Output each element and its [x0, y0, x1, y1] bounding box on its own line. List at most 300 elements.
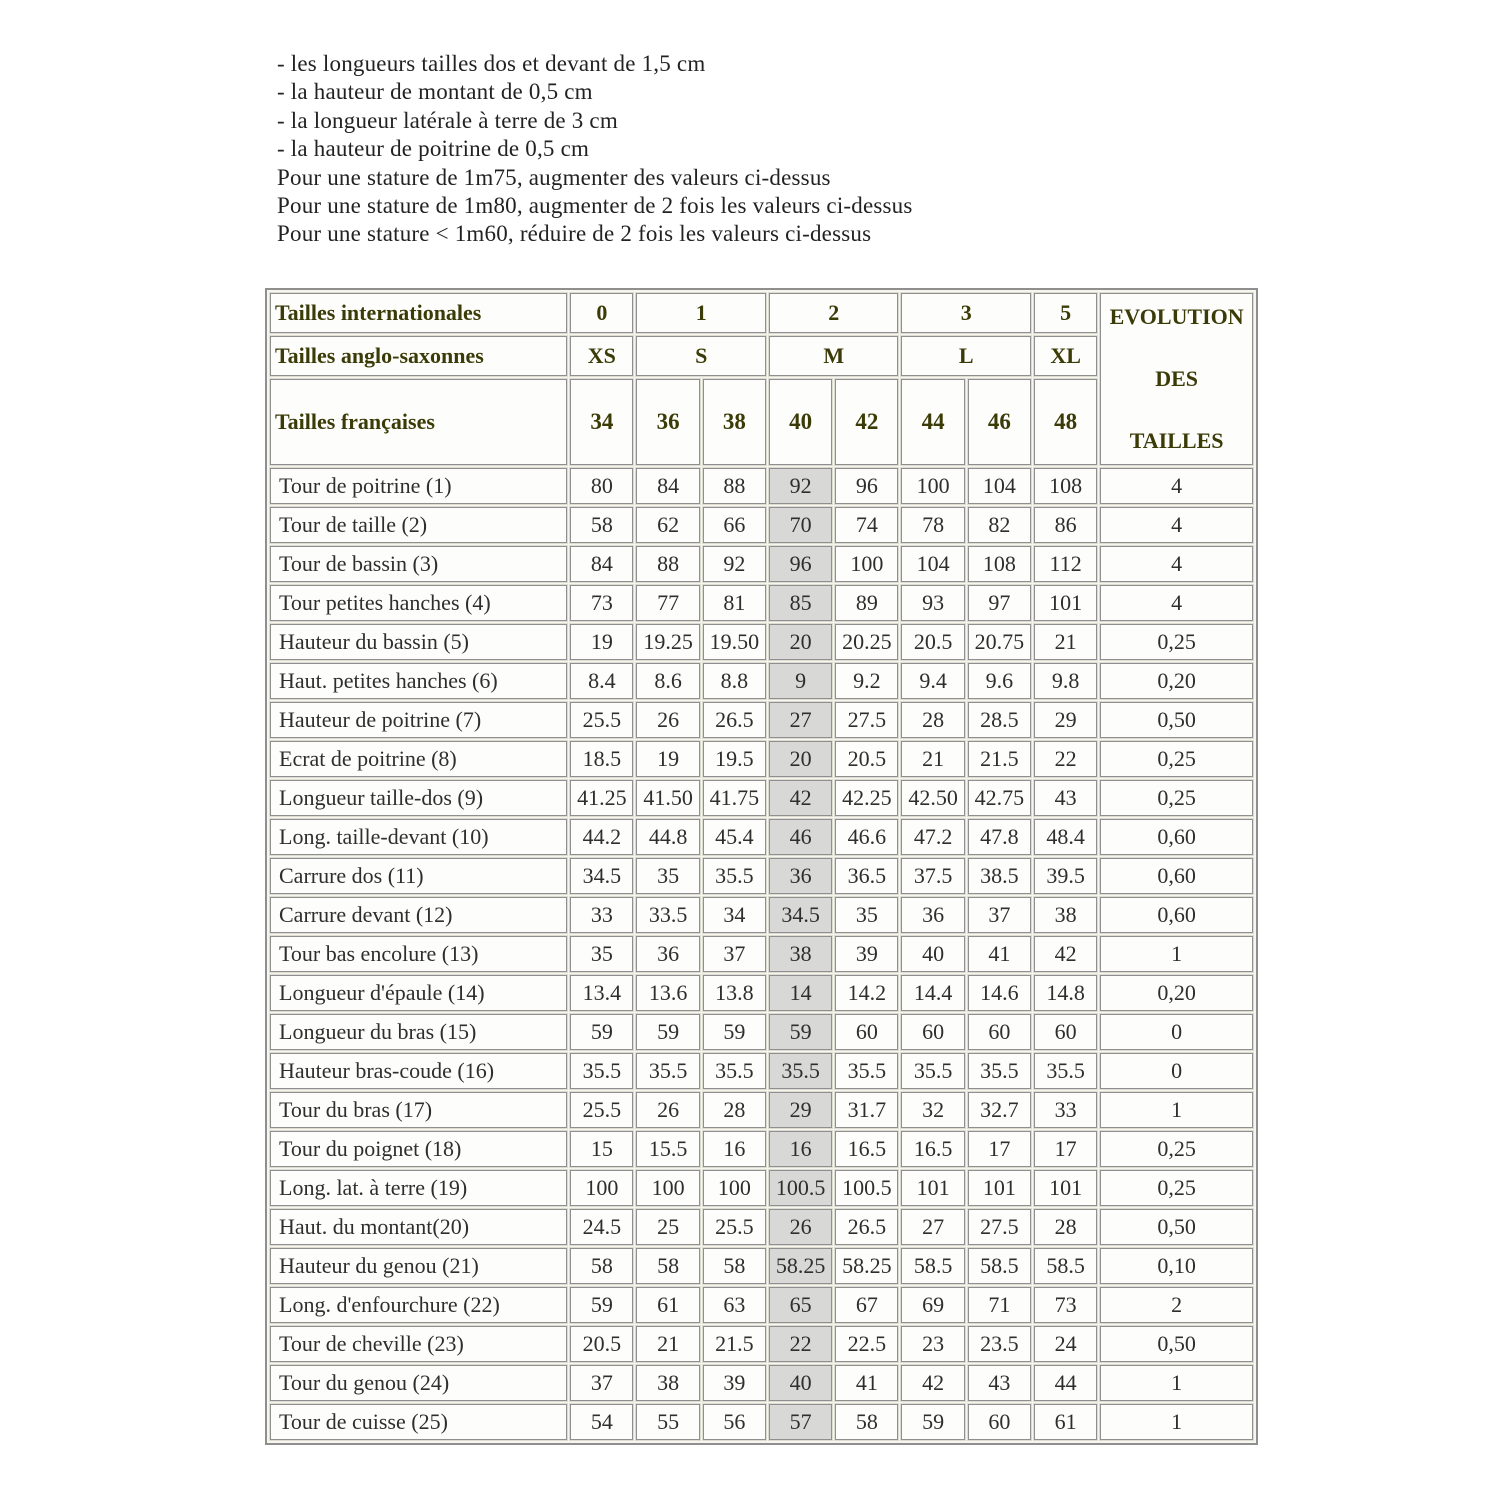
- intro-line: - la hauteur de montant de 0,5 cm: [277, 79, 593, 105]
- header-label-french: Tailles françaises: [270, 379, 567, 465]
- evolution-value-cell: 4: [1100, 507, 1253, 543]
- size-value-cell: 56: [703, 1404, 766, 1440]
- size-value-cell: 40: [769, 1365, 832, 1401]
- size-value-cell: 58.5: [1034, 1248, 1097, 1284]
- size-value-cell: 9: [769, 663, 832, 699]
- size-value-cell: 9.4: [901, 663, 964, 699]
- size-value-cell: 35.5: [968, 1053, 1031, 1089]
- size-value-cell: 58: [570, 1248, 633, 1284]
- size-value-cell: 19.25: [636, 624, 699, 660]
- size-value-cell: 21: [901, 741, 964, 777]
- size-value-cell: 21.5: [968, 741, 1031, 777]
- measurement-row: [270, 507, 1253, 543]
- french-size-cell: 36: [636, 379, 699, 465]
- row-label: Hauteur du bassin (5): [270, 624, 567, 660]
- measurement-row: [270, 585, 1253, 621]
- evolution-value-cell: 0,20: [1100, 975, 1253, 1011]
- size-value-cell: 59: [570, 1014, 633, 1050]
- size-value-cell: 92: [769, 468, 832, 504]
- row-label: Longueur d'épaule (14): [270, 975, 567, 1011]
- size-value-cell: 27.5: [835, 702, 898, 738]
- measurement-row: [270, 1209, 1253, 1245]
- size-value-cell: 112: [1034, 546, 1097, 582]
- evolution-value-cell: 1: [1100, 936, 1253, 972]
- size-value-cell: 15: [570, 1131, 633, 1167]
- size-value-cell: 58: [636, 1248, 699, 1284]
- size-value-cell: 59: [570, 1287, 633, 1323]
- size-value-cell: 35.5: [835, 1053, 898, 1089]
- size-value-cell: 21: [636, 1326, 699, 1362]
- evolution-value-cell: 0,25: [1100, 624, 1253, 660]
- measurement-row: [270, 1092, 1253, 1128]
- evolution-value-cell: 0,60: [1100, 897, 1253, 933]
- size-value-cell: 100.5: [835, 1170, 898, 1206]
- size-value-cell: 44.8: [636, 819, 699, 855]
- size-value-cell: 101: [968, 1170, 1031, 1206]
- size-value-cell: 73: [1034, 1287, 1097, 1323]
- size-value-cell: 28: [703, 1092, 766, 1128]
- size-value-cell: 9.8: [1034, 663, 1097, 699]
- size-value-cell: 108: [968, 546, 1031, 582]
- measurement-row: [270, 1287, 1253, 1323]
- size-value-cell: 36: [769, 858, 832, 894]
- measurement-row: [270, 546, 1253, 582]
- measurement-row: [270, 1170, 1253, 1206]
- measurement-row: [270, 1131, 1253, 1167]
- size-value-cell: 58.5: [901, 1248, 964, 1284]
- size-value-cell: 47.2: [901, 819, 964, 855]
- size-value-cell: 26: [636, 1092, 699, 1128]
- size-value-cell: 35.5: [636, 1053, 699, 1089]
- size-value-cell: 19.50: [703, 624, 766, 660]
- size-value-cell: 60: [968, 1014, 1031, 1050]
- anglo-size-cell: XS: [570, 336, 633, 376]
- size-value-cell: 27.5: [968, 1209, 1031, 1245]
- size-value-cell: 8.4: [570, 663, 633, 699]
- size-value-cell: 9.6: [968, 663, 1031, 699]
- size-value-cell: 37: [968, 897, 1031, 933]
- size-value-cell: 14.6: [968, 975, 1031, 1011]
- size-value-cell: 21: [1034, 624, 1097, 660]
- size-value-cell: 67: [835, 1287, 898, 1323]
- size-value-cell: 36: [636, 936, 699, 972]
- size-value-cell: 62: [636, 507, 699, 543]
- size-value-cell: 34.5: [570, 858, 633, 894]
- anglo-size-cell: M: [769, 336, 899, 376]
- intro-line: - les longueurs tailles dos et devant de 1,5 cm: [277, 51, 706, 76]
- row-label: Long. lat. à terre (19): [270, 1170, 567, 1206]
- size-value-cell: 32.7: [968, 1092, 1031, 1128]
- evolution-value-cell: 1: [1100, 1365, 1253, 1401]
- size-value-cell: 84: [636, 468, 699, 504]
- size-value-cell: 59: [703, 1014, 766, 1050]
- row-label: Tour bas encolure (13): [270, 936, 567, 972]
- intro-text: [277, 50, 913, 249]
- size-value-cell: 66: [703, 507, 766, 543]
- size-value-cell: 74: [835, 507, 898, 543]
- size-value-cell: 43: [968, 1365, 1031, 1401]
- size-value-cell: 14: [769, 975, 832, 1011]
- header-label-anglo: Tailles anglo-saxonnes: [270, 336, 567, 376]
- size-value-cell: 42: [1034, 936, 1097, 972]
- size-value-cell: 58.25: [835, 1248, 898, 1284]
- size-value-cell: 89: [835, 585, 898, 621]
- size-value-cell: 42.75: [968, 780, 1031, 816]
- measurement-row: [270, 858, 1253, 894]
- size-value-cell: 26.5: [835, 1209, 898, 1245]
- size-value-cell: 42.50: [901, 780, 964, 816]
- size-value-cell: 55: [636, 1404, 699, 1440]
- size-value-cell: 27: [901, 1209, 964, 1245]
- size-value-cell: 32: [901, 1092, 964, 1128]
- size-value-cell: 38: [1034, 897, 1097, 933]
- evolution-header-line: TAILLES: [1129, 428, 1224, 453]
- size-value-cell: 17: [968, 1131, 1031, 1167]
- size-value-cell: 8.8: [703, 663, 766, 699]
- size-value-cell: 77: [636, 585, 699, 621]
- anglo-size-cell: S: [636, 336, 766, 376]
- measurement-row: [270, 936, 1253, 972]
- size-value-cell: 81: [703, 585, 766, 621]
- row-label: Hauteur du genou (21): [270, 1248, 567, 1284]
- size-value-cell: 38: [636, 1365, 699, 1401]
- evolution-value-cell: 2: [1100, 1287, 1253, 1323]
- size-value-cell: 48.4: [1034, 819, 1097, 855]
- french-size-cell: 48: [1034, 379, 1097, 465]
- size-value-cell: 37: [570, 1365, 633, 1401]
- size-value-cell: 65: [769, 1287, 832, 1323]
- evolution-header-line: EVOLUTION: [1109, 304, 1244, 329]
- evolution-value-cell: 0: [1100, 1014, 1253, 1050]
- measurement-row: [270, 819, 1253, 855]
- row-label: Tour du bras (17): [270, 1092, 567, 1128]
- anglo-size-cell: XL: [1034, 336, 1097, 376]
- size-value-cell: 42: [901, 1365, 964, 1401]
- row-label: Tour de cheville (23): [270, 1326, 567, 1362]
- size-value-cell: 61: [1034, 1404, 1097, 1440]
- french-size-cell: 40: [769, 379, 832, 465]
- size-value-cell: 60: [968, 1404, 1031, 1440]
- size-value-cell: 25: [636, 1209, 699, 1245]
- size-value-cell: 88: [636, 546, 699, 582]
- size-value-cell: 46.6: [835, 819, 898, 855]
- size-value-cell: 16: [703, 1131, 766, 1167]
- size-value-cell: 33: [1034, 1092, 1097, 1128]
- evolution-value-cell: 0,25: [1100, 741, 1253, 777]
- row-label: Haut. petites hanches (6): [270, 663, 567, 699]
- size-value-cell: 25.5: [570, 702, 633, 738]
- size-value-cell: 35.5: [570, 1053, 633, 1089]
- size-value-cell: 41.75: [703, 780, 766, 816]
- size-value-cell: 69: [901, 1287, 964, 1323]
- french-size-cell: 46: [968, 379, 1031, 465]
- row-label: Tour de cuisse (25): [270, 1404, 567, 1440]
- measurement-row: [270, 1365, 1253, 1401]
- size-value-cell: 42: [769, 780, 832, 816]
- measurement-row: [270, 741, 1253, 777]
- measurement-row: [270, 702, 1253, 738]
- intro-line: - la longueur latérale à terre de 3 cm: [277, 107, 618, 133]
- row-label: Haut. du montant(20): [270, 1209, 567, 1245]
- size-value-cell: 101: [1034, 1170, 1097, 1206]
- row-label: Hauteur bras-coude (16): [270, 1053, 567, 1089]
- measurement-rows: [270, 468, 1253, 1440]
- row-label: Carrure devant (12): [270, 897, 567, 933]
- size-value-cell: 20: [769, 741, 832, 777]
- size-value-cell: 58: [835, 1404, 898, 1440]
- size-value-cell: 34.5: [769, 897, 832, 933]
- measurement-row: [270, 1053, 1253, 1089]
- size-value-cell: 21.5: [703, 1326, 766, 1362]
- row-label: Tour du poignet (18): [270, 1131, 567, 1167]
- size-value-cell: 84: [570, 546, 633, 582]
- size-value-cell: 63: [703, 1287, 766, 1323]
- size-value-cell: 82: [968, 507, 1031, 543]
- size-value-cell: 20: [769, 624, 832, 660]
- french-size-cell: 34: [570, 379, 633, 465]
- size-value-cell: 23: [901, 1326, 964, 1362]
- size-value-cell: 26.5: [703, 702, 766, 738]
- measurement-row: [270, 1014, 1253, 1050]
- evolution-value-cell: 0,50: [1100, 1326, 1253, 1362]
- size-value-cell: 60: [835, 1014, 898, 1050]
- size-value-cell: 47.8: [968, 819, 1031, 855]
- size-value-cell: 13.4: [570, 975, 633, 1011]
- size-value-cell: 14.2: [835, 975, 898, 1011]
- size-value-cell: 18.5: [570, 741, 633, 777]
- size-value-cell: 35.5: [901, 1053, 964, 1089]
- evolution-header: [1100, 293, 1253, 465]
- size-value-cell: 17: [1034, 1131, 1097, 1167]
- size-value-cell: 22: [769, 1326, 832, 1362]
- size-value-cell: 73: [570, 585, 633, 621]
- intl-size-cell: 1: [636, 293, 766, 333]
- size-value-cell: 93: [901, 585, 964, 621]
- intl-size-cell: 0: [570, 293, 633, 333]
- size-value-cell: 58: [570, 507, 633, 543]
- size-value-cell: 97: [968, 585, 1031, 621]
- measurement-row: [270, 780, 1253, 816]
- evolution-value-cell: 1: [1100, 1404, 1253, 1440]
- evolution-value-cell: 0,25: [1100, 1131, 1253, 1167]
- measurement-row: [270, 663, 1253, 699]
- size-value-cell: 29: [1034, 702, 1097, 738]
- evolution-value-cell: 0: [1100, 1053, 1253, 1089]
- row-label: Tour de taille (2): [270, 507, 567, 543]
- size-value-cell: 22.5: [835, 1326, 898, 1362]
- header-row-international: [270, 293, 1253, 333]
- size-value-cell: 24.5: [570, 1209, 633, 1245]
- size-value-cell: 16.5: [901, 1131, 964, 1167]
- size-value-cell: 39: [703, 1365, 766, 1401]
- size-value-cell: 24: [1034, 1326, 1097, 1362]
- size-value-cell: 80: [570, 468, 633, 504]
- measurement-row: [270, 897, 1253, 933]
- row-label: Tour de poitrine (1): [270, 468, 567, 504]
- evolution-value-cell: 4: [1100, 546, 1253, 582]
- french-size-cell: 42: [835, 379, 898, 465]
- size-value-cell: 59: [636, 1014, 699, 1050]
- size-value-cell: 20.25: [835, 624, 898, 660]
- size-value-cell: 86: [1034, 507, 1097, 543]
- size-value-cell: 19: [636, 741, 699, 777]
- row-label: Carrure dos (11): [270, 858, 567, 894]
- intro-line: Pour une stature de 1m80, augmenter de 2 fois les valeurs ci-dessus: [277, 193, 913, 219]
- intl-size-cell: 2: [769, 293, 899, 333]
- evolution-value-cell: 0,20: [1100, 663, 1253, 699]
- size-value-cell: 41: [968, 936, 1031, 972]
- size-value-cell: 60: [1034, 1014, 1097, 1050]
- intro-line: Pour une stature < 1m60, réduire de 2 fois les valeurs ci-dessus: [277, 221, 872, 247]
- evolution-value-cell: 1: [1100, 1092, 1253, 1128]
- size-value-cell: 54: [570, 1404, 633, 1440]
- size-value-cell: 70: [769, 507, 832, 543]
- row-label: Long. d'enfourchure (22): [270, 1287, 567, 1323]
- size-value-cell: 20.75: [968, 624, 1031, 660]
- anglo-size-cell: L: [901, 336, 1031, 376]
- size-value-cell: 60: [901, 1014, 964, 1050]
- evolution-value-cell: 4: [1100, 468, 1253, 504]
- size-value-cell: 13.8: [703, 975, 766, 1011]
- size-value-cell: 100: [835, 546, 898, 582]
- evolution-header-line: DES: [1155, 366, 1199, 391]
- size-value-cell: 19: [570, 624, 633, 660]
- size-value-cell: 38.5: [968, 858, 1031, 894]
- row-label: Ecrat de poitrine (8): [270, 741, 567, 777]
- size-value-cell: 92: [703, 546, 766, 582]
- size-value-cell: 100: [636, 1170, 699, 1206]
- evolution-value-cell: 0,10: [1100, 1248, 1253, 1284]
- size-value-cell: 59: [769, 1014, 832, 1050]
- row-label: Tour de bassin (3): [270, 546, 567, 582]
- size-value-cell: 20.5: [901, 624, 964, 660]
- size-value-cell: 100: [901, 468, 964, 504]
- size-value-cell: 34: [703, 897, 766, 933]
- size-value-cell: 43: [1034, 780, 1097, 816]
- size-value-cell: 36: [901, 897, 964, 933]
- size-value-cell: 25.5: [570, 1092, 633, 1128]
- size-value-cell: 108: [1034, 468, 1097, 504]
- size-value-cell: 16.5: [835, 1131, 898, 1167]
- intl-size-cell: 5: [1034, 293, 1097, 333]
- size-value-cell: 71: [968, 1287, 1031, 1323]
- size-value-cell: 39.5: [1034, 858, 1097, 894]
- size-value-cell: 28: [901, 702, 964, 738]
- measurement-row: [270, 1248, 1253, 1284]
- size-value-cell: 100: [570, 1170, 633, 1206]
- size-value-cell: 41.50: [636, 780, 699, 816]
- size-value-cell: 46: [769, 819, 832, 855]
- size-value-cell: 78: [901, 507, 964, 543]
- size-value-cell: 19.5: [703, 741, 766, 777]
- size-value-cell: 88: [703, 468, 766, 504]
- evolution-value-cell: 0,50: [1100, 1209, 1253, 1245]
- size-value-cell: 13.6: [636, 975, 699, 1011]
- size-value-cell: 40: [901, 936, 964, 972]
- size-value-cell: 96: [835, 468, 898, 504]
- size-value-cell: 35.5: [769, 1053, 832, 1089]
- size-value-cell: 44: [1034, 1365, 1097, 1401]
- size-value-cell: 101: [1034, 585, 1097, 621]
- measurement-row: [270, 1404, 1253, 1440]
- size-value-cell: 23.5: [968, 1326, 1031, 1362]
- size-value-cell: 27: [769, 702, 832, 738]
- measurement-row: [270, 1326, 1253, 1362]
- row-label: Tour du genou (24): [270, 1365, 567, 1401]
- size-value-cell: 25.5: [703, 1209, 766, 1245]
- size-value-cell: 100: [703, 1170, 766, 1206]
- evolution-value-cell: 0,60: [1100, 858, 1253, 894]
- size-value-cell: 41: [835, 1365, 898, 1401]
- size-value-cell: 35.5: [703, 858, 766, 894]
- row-label: Longueur du bras (15): [270, 1014, 567, 1050]
- intl-size-cell: 3: [901, 293, 1031, 333]
- size-value-cell: 14.4: [901, 975, 964, 1011]
- size-value-cell: 41.25: [570, 780, 633, 816]
- size-value-cell: 35.5: [703, 1053, 766, 1089]
- evolution-value-cell: 0,25: [1100, 780, 1253, 816]
- evolution-value-cell: 0,25: [1100, 1170, 1253, 1206]
- size-value-cell: 33: [570, 897, 633, 933]
- size-value-cell: 100.5: [769, 1170, 832, 1206]
- evolution-value-cell: 0,60: [1100, 819, 1253, 855]
- evolution-value-cell: 0,50: [1100, 702, 1253, 738]
- size-value-cell: 58.5: [968, 1248, 1031, 1284]
- size-value-cell: 28: [1034, 1209, 1097, 1245]
- measurement-row: [270, 624, 1253, 660]
- size-value-cell: 15.5: [636, 1131, 699, 1167]
- size-value-cell: 42.25: [835, 780, 898, 816]
- size-value-cell: 58: [703, 1248, 766, 1284]
- size-value-cell: 20.5: [835, 741, 898, 777]
- size-value-cell: 14.8: [1034, 975, 1097, 1011]
- size-value-cell: 22: [1034, 741, 1097, 777]
- size-value-cell: 59: [901, 1404, 964, 1440]
- size-table: [265, 288, 1258, 1445]
- size-value-cell: 58.25: [769, 1248, 832, 1284]
- evolution-value-cell: 4: [1100, 585, 1253, 621]
- intro-line: - la hauteur de poitrine de 0,5 cm: [277, 136, 590, 162]
- row-label: Long. taille-devant (10): [270, 819, 567, 855]
- row-label: Hauteur de poitrine (7): [270, 702, 567, 738]
- measurement-row: [270, 975, 1253, 1011]
- size-value-cell: 35: [570, 936, 633, 972]
- row-label: Longueur taille-dos (9): [270, 780, 567, 816]
- size-value-cell: 39: [835, 936, 898, 972]
- size-value-cell: 61: [636, 1287, 699, 1323]
- size-value-cell: 35: [835, 897, 898, 933]
- measurement-row: [270, 468, 1253, 504]
- size-value-cell: 35.5: [1034, 1053, 1097, 1089]
- size-value-cell: 44.2: [570, 819, 633, 855]
- size-value-cell: 33.5: [636, 897, 699, 933]
- french-size-cell: 44: [901, 379, 964, 465]
- size-value-cell: 37: [703, 936, 766, 972]
- size-value-cell: 26: [769, 1209, 832, 1245]
- size-value-cell: 38: [769, 936, 832, 972]
- size-value-cell: 29: [769, 1092, 832, 1128]
- size-value-cell: 31.7: [835, 1092, 898, 1128]
- size-value-cell: 9.2: [835, 663, 898, 699]
- size-value-cell: 57: [769, 1404, 832, 1440]
- size-value-cell: 37.5: [901, 858, 964, 894]
- size-value-cell: 16: [769, 1131, 832, 1167]
- size-value-cell: 96: [769, 546, 832, 582]
- intro-line: Pour une stature de 1m75, augmenter des valeurs ci-dessus: [277, 164, 831, 190]
- size-value-cell: 35: [636, 858, 699, 894]
- size-value-cell: 8.6: [636, 663, 699, 699]
- size-value-cell: 20.5: [570, 1326, 633, 1362]
